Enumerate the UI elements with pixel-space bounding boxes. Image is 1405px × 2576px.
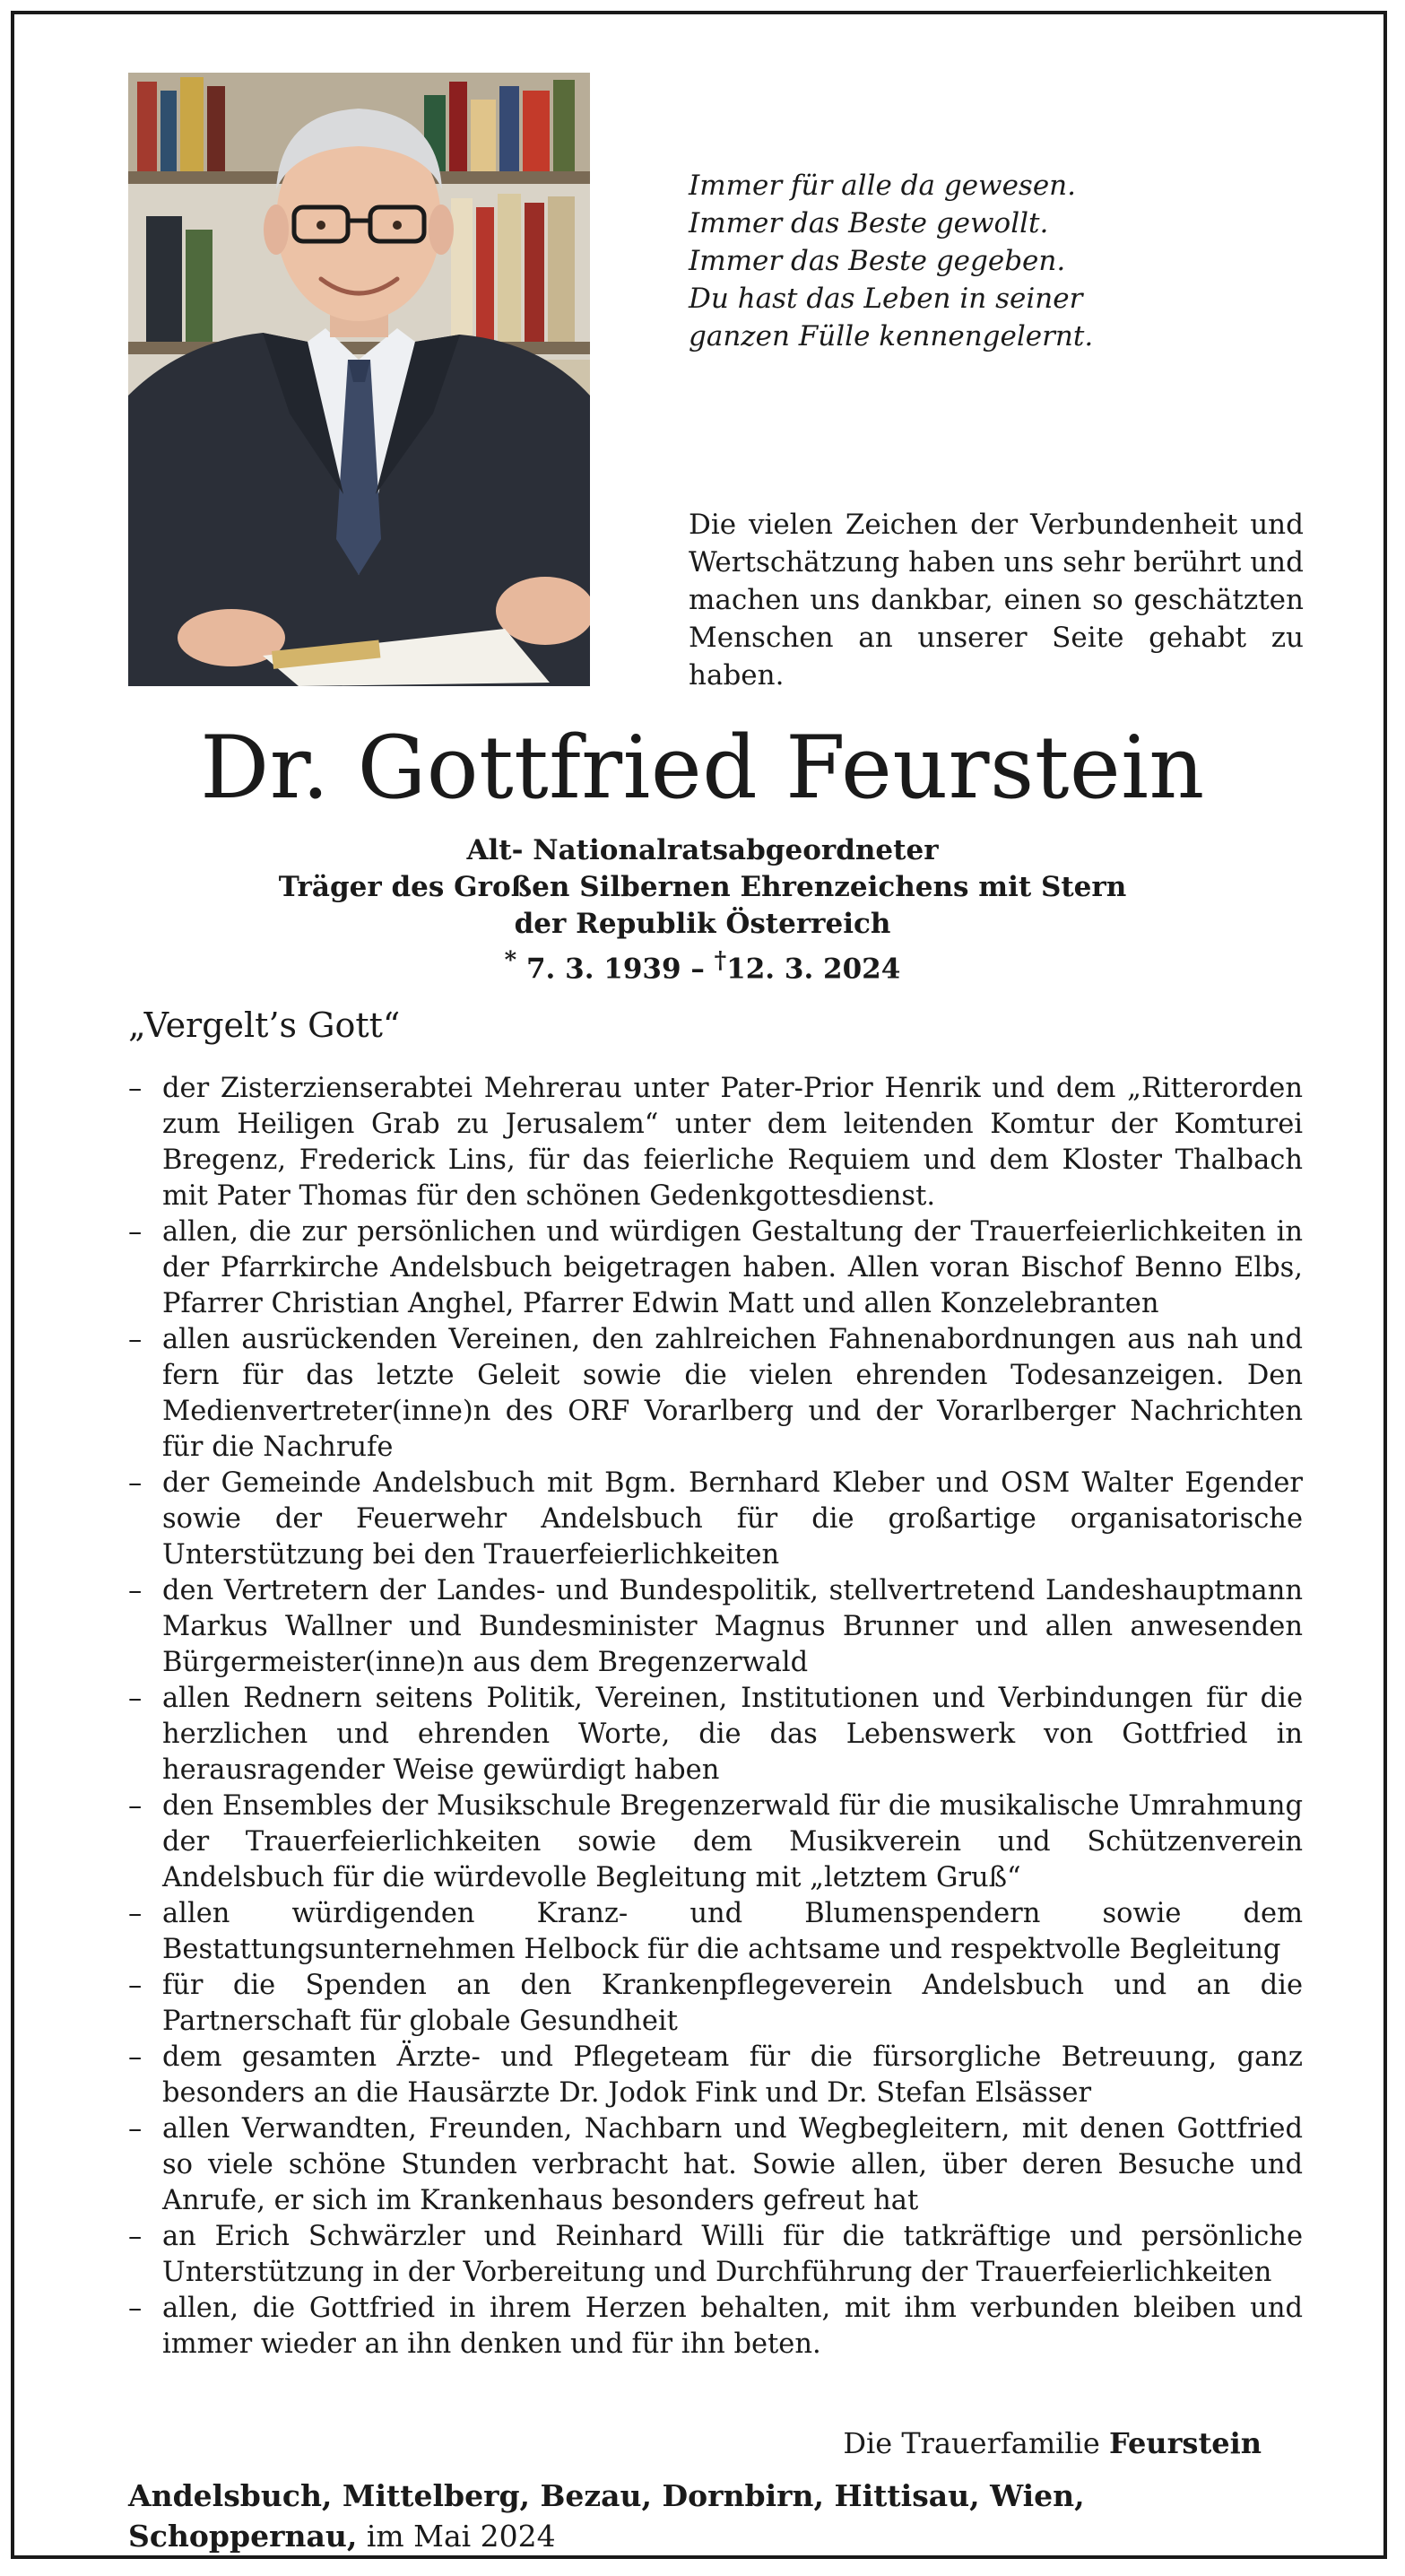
- thanks-item-text: den Ensembles der Musikschule Bregenzerwald für die musikalische Umrahmung der Trauerfeierlichkeiten sowie dem Musikverein und Schützenverein Andelsbuch für die würdevolle Begleitung mit „letztem Gruß“: [162, 1790, 1303, 1893]
- life-dates: [14, 943, 1391, 988]
- thanks-item-text: an Erich Schwärzler und Reinhard Willi für die tatkräftige und persönliche Unterstützung in der Vorbereitung und Durchführung der Trauerfeierlichkeiten: [162, 2221, 1303, 2288]
- places-list: Andelsbuch, Mittelberg, Bezau, Dornbirn, Hittisau, Wien, Schoppernau,: [128, 2478, 1085, 2554]
- signature-prefix: Die Trauerfamilie: [843, 2426, 1109, 2460]
- thanks-item: [128, 1214, 1303, 1322]
- list-dash: –: [128, 1575, 143, 1606]
- poem-line: Immer das Beste gegeben.: [689, 245, 1066, 277]
- thanks-item: [128, 1071, 1303, 1214]
- deceased-name: Dr. Gottfried Feurstein: [200, 718, 1205, 818]
- obituary-card: [11, 11, 1387, 2559]
- birth-marker: *: [504, 947, 517, 974]
- thanks-item-text: allen, die Gottfried in ihrem Herzen behalten, mit ihm verbunden bleiben und immer wieder an ihn denken und für ihn beten.: [162, 2293, 1303, 2360]
- list-dash: –: [128, 1467, 143, 1499]
- thanks-item: [128, 2111, 1303, 2219]
- family-name: Feurstein: [1108, 2426, 1262, 2460]
- thanks-item-text: allen Verwandten, Freunden, Nachbarn und Wegbegleitern, mit denen Gottfried so viele schöne Stunden verbracht hat. Sowie allen, über deren Besuche und Anrufe, er sich im Krankenhaus besonders gefreut hat: [162, 2113, 1303, 2216]
- title-line: Träger des Großen Silbernen Ehrenzeichens mit Stern: [278, 871, 1127, 903]
- list-dash: –: [128, 2293, 143, 2324]
- list-dash: –: [128, 2041, 143, 2073]
- list-dash: –: [128, 1073, 143, 1104]
- thanks-item: [128, 1573, 1303, 1681]
- poem-line: Immer das Beste gewollt.: [689, 207, 1049, 239]
- poem-line: Du hast das Leben in seiner: [689, 283, 1083, 315]
- thanks-item: [128, 2219, 1303, 2291]
- thanks-item-text: dem gesamten Ärzte- und Pflegeteam für die fürsorgliche Betreuung, ganz besonders an die Hausärzte Dr. Jodok Fink und Dr. Stefan Elsässer: [162, 2041, 1303, 2109]
- thanks-item-text: allen, die zur persönlichen und würdigen Gestaltung der Trauerfeierlichkeiten in der Pfarrkirche Andelsbuch beigetragen haben. Allen voran Bischof Benno Elbs, Pfarrer Christian Anghel, Pfarrer Edwin Matt und allen Konzelebranten: [162, 1216, 1303, 1319]
- poem-line: Immer für alle da gewesen.: [689, 170, 1077, 202]
- thanks-item: [128, 1681, 1303, 1788]
- list-dash: –: [128, 1683, 143, 1714]
- thanks-item-text: der Gemeinde Andelsbuch mit Bgm. Bernhard Kleber und OSM Walter Egender sowie der Feuerwehr Andelsbuch für die großartige organisatorische Unterstützung bei den Trauerfeierlichkeiten: [162, 1467, 1303, 1571]
- notice-date: im Mai 2024: [357, 2519, 556, 2554]
- thanks-item: [128, 2291, 1303, 2363]
- portrait-illustration: [128, 73, 590, 686]
- deceased-titles: [14, 832, 1391, 988]
- death-date: 12. 3. 2024: [726, 953, 901, 986]
- death-marker: †: [714, 947, 727, 974]
- thanks-item-text: für die Spenden an den Krankenpflegeverein Andelsbuch und an die Partnerschaft für globale Gesundheit: [162, 1970, 1303, 2037]
- signature: [843, 2424, 1262, 2463]
- thanks-item: [128, 1788, 1303, 1896]
- title-line: der Republik Österreich: [514, 908, 891, 940]
- thanks-item: [128, 1968, 1303, 2040]
- poem-line: ganzen Fülle kennengelernt.: [689, 320, 1094, 352]
- thanks-item: [128, 2040, 1303, 2111]
- portrait-photo: [128, 73, 590, 686]
- places-and-date: [128, 2476, 1204, 2556]
- birth-date: 7. 3. 1939 –: [516, 953, 715, 986]
- thanks-item-text: den Vertretern der Landes- und Bundespolitik, stellvertretend Landeshauptmann Markus Wallner und Bundesminister Magnus Brunner und allen anwesenden Bürgermeister(inne)n aus dem Bregenzerwald: [162, 1575, 1303, 1678]
- list-dash: –: [128, 1898, 143, 1929]
- list-dash: –: [128, 1970, 143, 2001]
- thanks-item: [128, 1322, 1303, 1466]
- list-dash: –: [128, 2113, 143, 2145]
- thanks-list: [128, 1071, 1303, 2363]
- intro-thanks-text: Die vielen Zeichen der Verbundenheit und Wertschätzung haben uns sehr berührt und machen uns dankbar, einen so geschätzten Menschen an unserer Seite gehabt zu haben.: [689, 509, 1304, 692]
- thanks-item-text: allen ausrückenden Vereinen, den zahlreichen Fahnenabordnungen aus nah und fern für das letzte Geleit sowie die vielen ehrenden Todesanzeigen. Den Medienvertreter(inne)n des ORF Vorarlberg und der Vorarlberger Nachrichten für die Nachrufe: [162, 1324, 1303, 1463]
- thanks-item-text: der Zisterzienserabtei Mehrerau unter Pater-Prior Henrik und dem „Ritterorden zum Heiligen Grab zu Jerusalem“ unter dem leitenden Komtur der Komturei Bregenz, Frederick Lins, für das feierliche Requiem und dem Kloster Thalbach mit Pater Thomas für den schönen Gedenkgottesdienst.: [162, 1073, 1303, 1212]
- list-dash: –: [128, 2221, 143, 2252]
- title-line: Alt- Nationalratsabgeordneter: [466, 834, 939, 866]
- thanks-item: [128, 1466, 1303, 1573]
- list-dash: –: [128, 1216, 143, 1248]
- thanks-item: [128, 1896, 1303, 1968]
- thanks-item-text: allen Rednern seitens Politik, Vereinen, Institutionen und Verbindungen für die herzlichen und ehrenden Worte, die das Lebenswerk von Gottfried in herausragender Weise gewürdigt haben: [162, 1683, 1303, 1786]
- list-dash: –: [128, 1790, 143, 1822]
- list-dash: –: [128, 1324, 143, 1355]
- thanks-heading: „Vergelt’s Gott“: [128, 1005, 401, 1045]
- memorial-poem: [689, 167, 1316, 355]
- thanks-item-text: allen würdigenden Kranz- und Blumenspendern sowie dem Bestattungsunternehmen Helbock für die achtsame und respektvolle Begleitung: [162, 1898, 1303, 1965]
